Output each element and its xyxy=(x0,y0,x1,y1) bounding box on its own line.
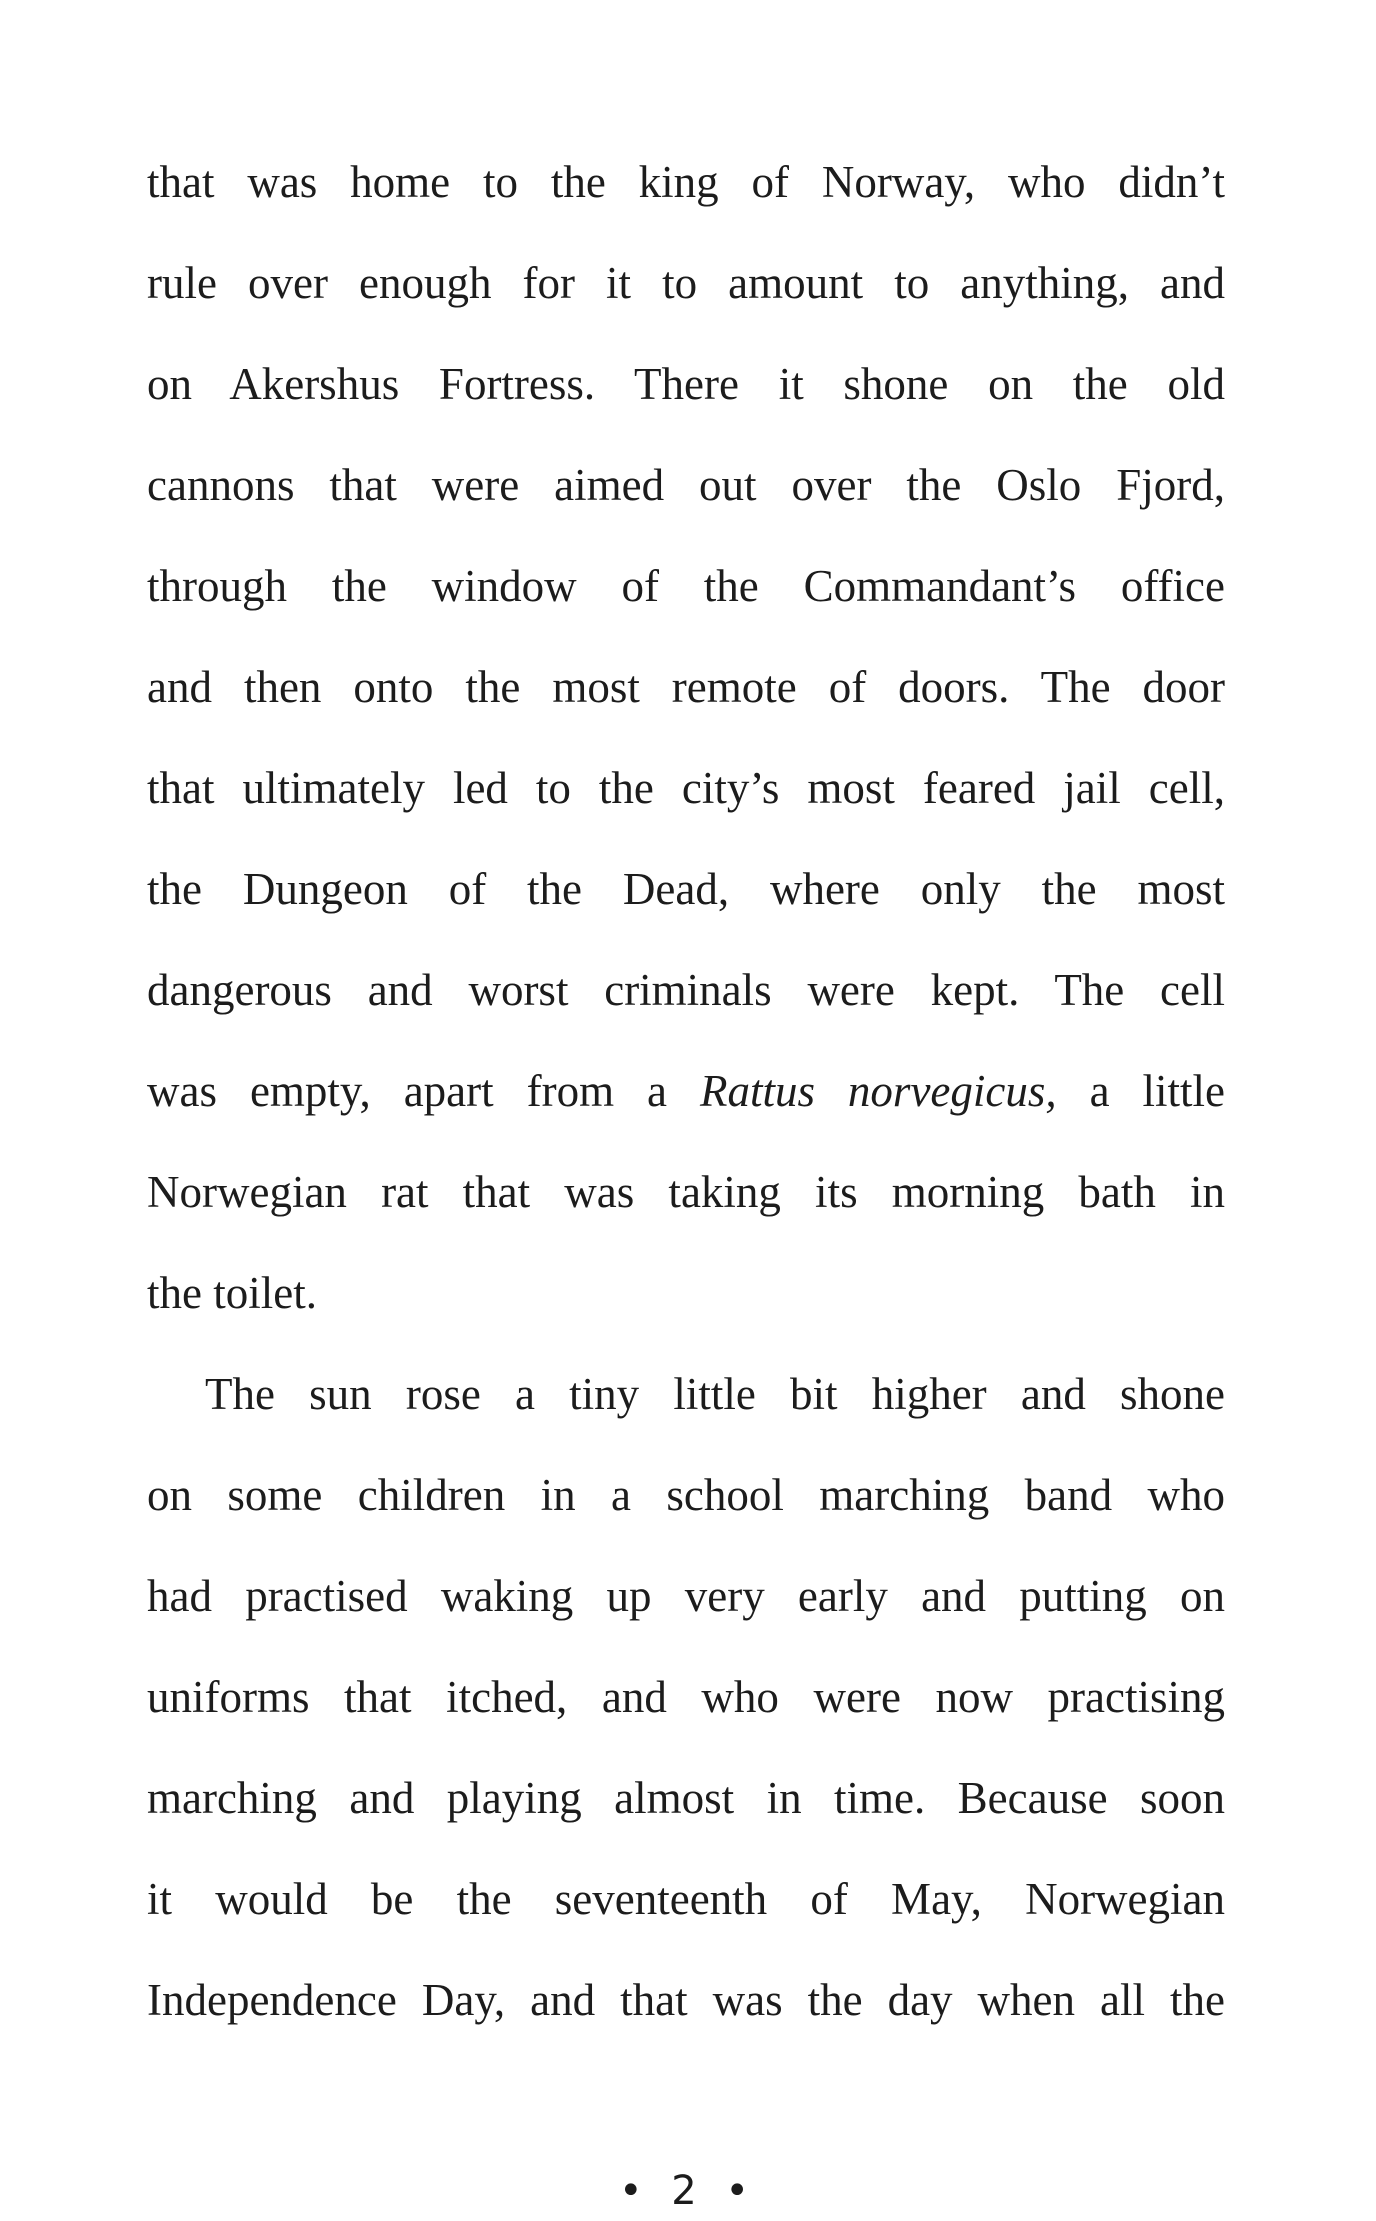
text-line: marching and playing almost in time. Because soon xyxy=(147,1773,1225,1823)
italic-species-name: Rattus norvegicus, xyxy=(699,1066,1057,1116)
text-line: The sun rose a tiny little bit higher and shone xyxy=(205,1369,1225,1419)
text-segment: was empty, apart from a xyxy=(147,1066,700,1116)
text-line: that ultimately led to the city’s most feared jail cell, xyxy=(147,763,1225,813)
text-line: the Dungeon of the Dead, where only the most xyxy=(147,864,1225,914)
text-line: had practised waking up very early and putting on xyxy=(147,1571,1225,1621)
body-text xyxy=(147,142,1225,2061)
text-line: that was home to the king of Norway, who didn’t xyxy=(147,157,1225,207)
text-line: cannons that were aimed out over the Oslo Fjord, xyxy=(147,460,1225,510)
text-line: and then onto the most remote of doors. The door xyxy=(147,662,1225,712)
text-line: Independence Day, and that was the day when all the xyxy=(147,1975,1225,2025)
text-line: dangerous and worst criminals were kept. The cell xyxy=(147,965,1225,1015)
text-segment: a little xyxy=(1056,1066,1226,1116)
text-line: it would be the seventeenth of May, Norwegian xyxy=(147,1874,1225,1924)
text-line: the toilet. xyxy=(147,1268,317,1318)
page-number: • 2 • xyxy=(618,2168,758,2214)
text-line xyxy=(147,1051,1225,1152)
text-line: through the window of the Commandant’s office xyxy=(147,561,1225,611)
text-line: rule over enough for it to amount to anything, and xyxy=(147,258,1225,308)
text-line: uniforms that itched, and who were now practising xyxy=(147,1672,1225,1722)
text-line: on Akershus Fortress. There it shone on the old xyxy=(147,359,1225,409)
text-line: Norwegian rat that was taking its morning bath in xyxy=(147,1167,1225,1217)
text-line: on some children in a school marching band who xyxy=(147,1470,1225,1520)
